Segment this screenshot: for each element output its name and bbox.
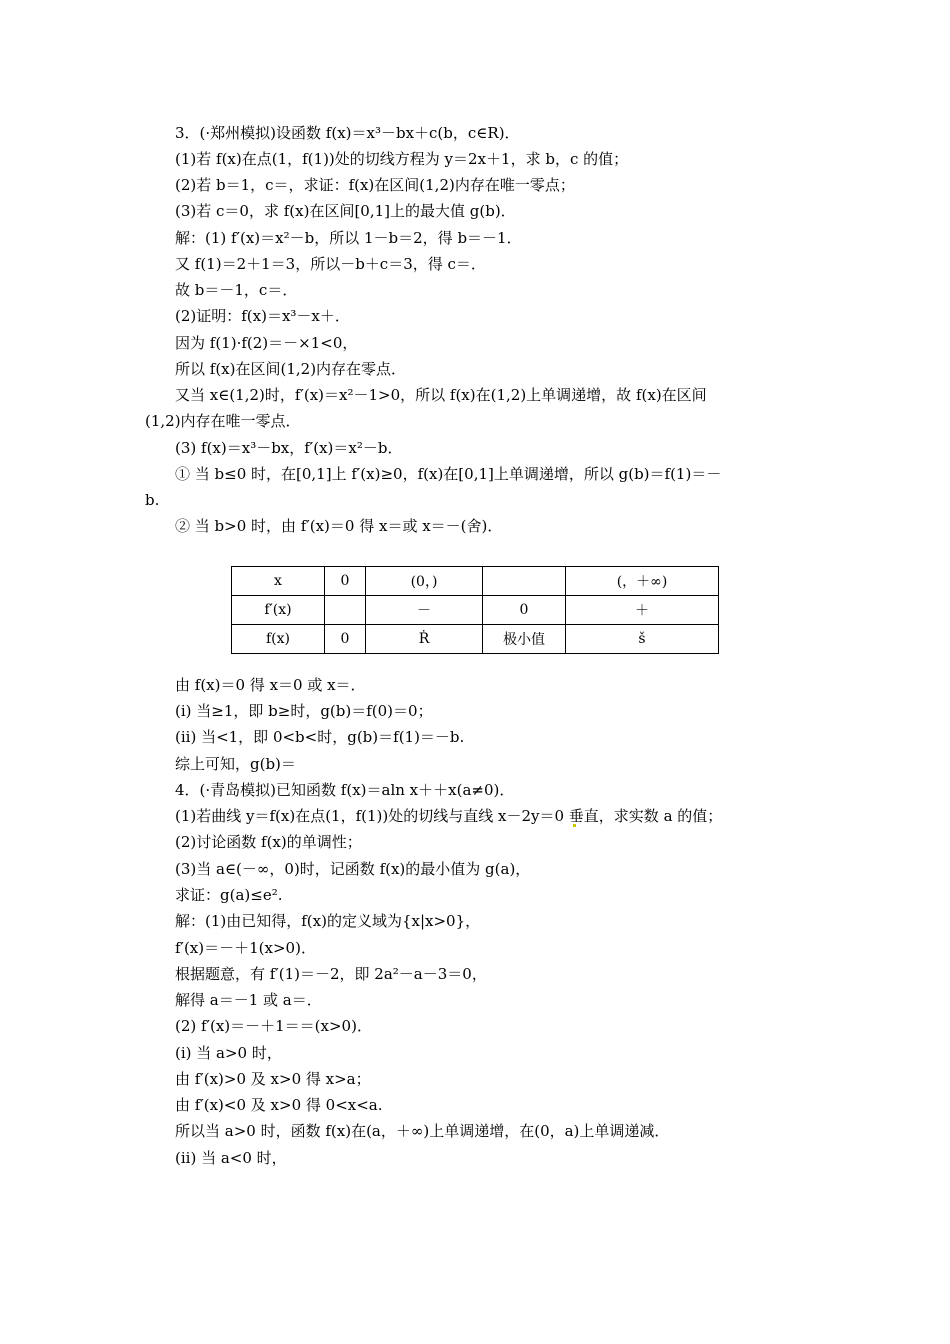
table-cell	[483, 567, 566, 596]
problem-3-statement: 3．(·郑州模拟)设函数 f(x)＝x³－bx＋c(b，c∈R)．	[175, 124, 520, 142]
solution-3-line: (2)证明：f(x)＝x³－x＋．	[175, 307, 350, 325]
table-cell: 0	[325, 625, 366, 654]
table-cell: 极小值	[483, 625, 566, 654]
table-cell: f′(x)	[232, 596, 325, 625]
table-cell: (0，)	[366, 567, 483, 596]
table-cell: (，＋∞)	[566, 567, 719, 596]
solution-3-line: ① 当 b≤0 时，在[0,1]上 f′(x)≥0，f(x)在[0,1]上单调递增，所以 g(b)＝f(1)＝－	[175, 465, 722, 483]
solution-4-line: 根据题意，有 f′(1)＝－2，即 2a²－a－3＝0，	[175, 965, 487, 983]
problem-3-part-1: (1)若 f(x)在点(1，f(1))处的切线方程为 y＝2x＋1，求 b，c 的值；	[175, 150, 629, 168]
solution-3-line: 因为 f(1)·f(2)＝－×1<0，	[175, 334, 358, 352]
problem-4-statement: 4．(·青岛模拟)已知函数 f(x)＝aln x＋＋x(a≠0)．	[175, 781, 515, 799]
solution-4-line: 解得 a＝－1 或 a＝．	[175, 991, 322, 1009]
solution-3-line: 所以 f(x)在区间(1,2)内存在零点．	[175, 360, 407, 378]
solution-4-line: 由 f′(x)<0 及 x>0 得 0<x<a.	[175, 1096, 383, 1114]
table-row	[232, 596, 719, 625]
solution-3-line: 综上可知，g(b)＝	[175, 755, 296, 773]
table-row	[232, 567, 719, 596]
solution-4-line: (i) 当 a>0 时，	[175, 1044, 282, 1062]
table-cell	[325, 596, 366, 625]
solution-4-line: (2) f′(x)＝－＋1＝＝(x>0)．	[175, 1017, 372, 1035]
solution-3-line: b.	[145, 491, 160, 509]
table-cell: －	[366, 596, 483, 625]
solution-3-line: ② 当 b>0 时，由 f′(x)＝0 得 x＝或 x＝－(舍)．	[175, 517, 503, 535]
table-cell: 0	[325, 567, 366, 596]
problem-4-part-3: 求证：g(a)≤e².	[175, 886, 283, 904]
solution-3-line: 故 b＝－1，c＝．	[175, 281, 298, 299]
solution-4-line: 解：(1)由已知得，f(x)的定义域为{x|x>0}，	[175, 912, 481, 930]
variation-table	[231, 566, 719, 654]
table-cell: ＋	[566, 596, 719, 625]
solution-3-line: (i) 当≥1，即 b≥时，g(b)＝f(0)＝0；	[175, 702, 433, 720]
solution-3-line: (3) f(x)＝x³－bx，f′(x)＝x²－b．	[175, 439, 403, 457]
problem-3-part-3: (3)若 c＝0，求 f(x)在区间[0,1]上的最大值 g(b)．	[175, 202, 516, 220]
solution-3-line: 又 f(1)＝2＋1＝3，所以－b＋c＝3，得 c＝．	[175, 255, 486, 273]
solution-3-line: (ii) 当<1，即 0<b<时，g(b)＝f(1)＝－b.	[175, 728, 465, 746]
solution-4-line: f′(x)＝－＋1(x>0)．	[175, 939, 316, 957]
table-cell: 0	[483, 596, 566, 625]
problem-4-part-3: (3)当 a∈(－∞，0)时，记函数 f(x)的最小值为 g(a)，	[175, 860, 531, 878]
table-cell: š	[566, 625, 719, 654]
solution-3-line: 解：(1) f′(x)＝x²－b，所以 1－b＝2，得 b＝－1．	[175, 229, 522, 247]
solution-4-line: 所以当 a>0 时，函数 f(x)在(a，＋∞)上单调递增，在(0，a)上单调递减．	[175, 1122, 670, 1140]
solution-3-line: 又当 x∈(1,2)时，f′(x)＝x²－1>0，所以 f(x)在(1,2)上单调递增，故 f(x)在区间	[175, 386, 707, 404]
table-cell: f(x)	[232, 625, 325, 654]
solution-3-line: 由 f(x)＝0 得 x＝0 或 x＝．	[175, 676, 366, 694]
solution-3-line: (1,2)内存在唯一零点．	[145, 412, 301, 430]
problem-3-part-2: (2)若 b＝1，c＝，求证：f(x)在区间(1,2)内存在唯一零点；	[175, 176, 575, 194]
table-cell: x	[232, 567, 325, 596]
problem-4-part-1: (1)若曲线 y＝f(x)在点(1，f(1))处的切线与直线 x－2y＝0 垂直，求实数 a 的值；	[175, 807, 723, 825]
problem-4-part-2: (2)讨论函数 f(x)的单调性；	[175, 833, 362, 851]
solution-4-line: 由 f′(x)>0 及 x>0 得 x>a；	[175, 1070, 371, 1088]
table-row	[232, 625, 719, 654]
table-cell: Ṙ	[366, 625, 483, 654]
solution-4-line: (ii) 当 a<0 时，	[175, 1149, 287, 1167]
